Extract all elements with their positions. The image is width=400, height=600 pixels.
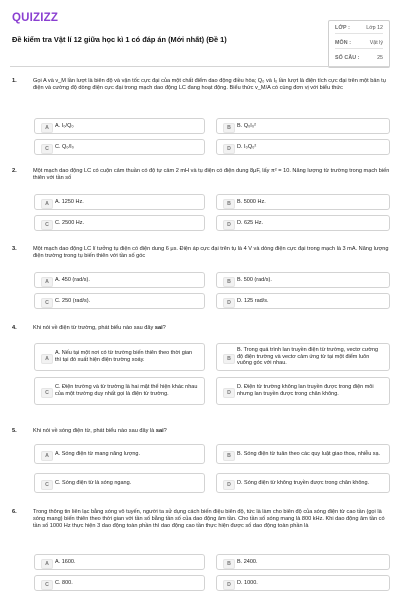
question-3 — [12, 246, 390, 318]
option-letter: B — [223, 354, 235, 364]
option-text: C. Điện trường và từ trường là hai mặt thể hiện khác nhau của một trường duy nhất gọi là điện từ trường. — [55, 384, 198, 397]
option-c[interactable] — [34, 377, 205, 405]
option-c[interactable] — [34, 139, 205, 155]
option-text: C. Q₀/I₀ — [55, 143, 74, 150]
meta-value-grade: Lớp 12 — [366, 25, 383, 31]
option-text: A. Sóng điện từ mang năng lượng. — [55, 450, 140, 457]
option-c[interactable] — [34, 293, 205, 309]
option-text: C. 800. — [55, 579, 73, 586]
meta-label-count: SỐ CÂU : — [335, 55, 360, 61]
option-letter: B — [223, 559, 235, 569]
meta-row-count — [335, 53, 383, 63]
question-number: 1. — [12, 78, 17, 84]
option-letter: A — [41, 559, 53, 569]
option-text: A. Nếu tại một nơi có từ trường biến thiên theo thời gian thì tại đó xuất hiện điện trường xoáy. — [55, 350, 193, 363]
question-text-emphasis: sai — [154, 325, 163, 331]
option-d[interactable] — [216, 215, 390, 231]
option-text: C. Sóng điện từ là sóng ngang. — [55, 479, 132, 486]
option-a[interactable] — [34, 444, 205, 464]
question-text: Một mạch dao động LC có cuộn cảm thuần có độ tự cảm 2 mH và tụ điện có điện dung 8μF, lấy π² = 10. Năng lượng từ trường trong mạch biến thiên với tần số — [33, 168, 390, 182]
option-letter: C — [41, 220, 53, 230]
question-number: 5. — [12, 428, 17, 434]
option-letter: A — [41, 199, 53, 209]
page-title: Đề kiểm tra Vật lí 12 giữa học kì 1 có đáp án (Mới nhất) (Đề 1) — [12, 35, 227, 44]
option-text: A. I₀/Q₀ — [55, 122, 74, 129]
question-text-end: ? — [162, 325, 166, 331]
question-1 — [12, 78, 390, 168]
option-letter: B — [223, 199, 235, 209]
option-letter: B — [223, 123, 235, 133]
option-text: B. 5000 Hz. — [237, 198, 266, 205]
option-letter: C — [41, 480, 53, 490]
meta-label-subject: MÔN : — [335, 40, 352, 46]
option-letter: C — [41, 388, 53, 398]
option-text: D. I₀Q₀² — [237, 143, 257, 150]
option-letter: D — [223, 480, 235, 490]
option-letter: D — [223, 580, 235, 590]
option-c[interactable] — [34, 575, 205, 591]
option-text: A. 1600. — [55, 558, 76, 565]
quizizz-logo: QUIZIZZ — [12, 12, 59, 24]
option-letter: B — [223, 277, 235, 287]
question-text: Một mạch dao động LC lí tưởng tụ điện có điện dung 6 μs. Điện áp cực đại trên tụ là 4 V và dòng điện cực đại trong mạch là 3 mA. Năng lượng điện trường trong tụ biến thiên với tần số góc — [33, 246, 389, 260]
question-text-main: Khi nói về điện từ trường, phát biểu nào sau đây — [33, 325, 155, 331]
option-letter: A — [41, 451, 53, 461]
question-2 — [12, 168, 390, 238]
option-letter: C — [41, 580, 53, 590]
option-text: D. 1000. — [237, 579, 258, 586]
header-divider — [10, 66, 390, 67]
meta-row-subject — [335, 38, 383, 49]
option-text: B. Sóng điện từ tuân theo các quy luật giao thoa, nhiễu xạ. — [237, 450, 381, 457]
option-text: C. 2500 Hz. — [55, 219, 85, 226]
option-c[interactable] — [34, 473, 205, 493]
option-a[interactable] — [34, 554, 205, 570]
meta-value-count: 25 — [377, 55, 383, 61]
option-text: B. 500 (rad/s). — [237, 276, 272, 283]
option-letter: A — [41, 354, 53, 364]
option-d[interactable] — [216, 473, 390, 493]
option-letter: C — [41, 144, 53, 154]
option-c[interactable] — [34, 215, 205, 231]
option-letter: A — [41, 277, 53, 287]
option-d[interactable] — [216, 377, 390, 405]
option-a[interactable] — [34, 272, 205, 288]
meta-label-grade: LỚP : — [335, 25, 350, 31]
option-a[interactable] — [34, 118, 205, 134]
question-text: Gọi A và v_M lần lượt là biên độ và vận tốc cực đại của một chất điểm dao động điều hòa; Q₀ và I₀ lần lượt là điện tích cực đại trên một bản tụ điện và cường độ dòng điện cực đại trong mạch dao động LC đang hoạt động. Biểu thức v_M/A có cùng đơn vị với biểu thức — [33, 78, 386, 92]
option-text: A. 1250 Hz. — [55, 198, 84, 205]
option-b[interactable] — [216, 118, 390, 134]
option-b[interactable] — [216, 272, 390, 288]
option-text: D. Sóng điện từ không truyền được trong chân không. — [237, 479, 370, 486]
question-number: 6. — [12, 509, 17, 515]
option-b[interactable] — [216, 554, 390, 570]
option-b[interactable] — [216, 444, 390, 464]
question-4 — [12, 325, 390, 423]
option-d[interactable] — [216, 293, 390, 309]
option-text: C. 250 (rad/s). — [55, 297, 91, 304]
option-d[interactable] — [216, 139, 390, 155]
question-number: 3. — [12, 246, 17, 252]
option-text: A. 450 (rad/s). — [55, 276, 90, 283]
question-5 — [12, 428, 390, 500]
option-letter: D — [223, 144, 235, 154]
option-text: B. Trong quá trình lan truyền điện từ trường, vectơ cường độ điện trường và vectơ cảm ứng từ tại một điểm luôn vuông góc với nhau. — [237, 346, 379, 367]
option-text: B. Q₀I₀² — [237, 122, 256, 129]
option-b[interactable] — [216, 194, 390, 210]
option-b[interactable] — [216, 343, 390, 371]
option-letter: D — [223, 298, 235, 308]
question-text-emphasis: sai — [155, 428, 164, 434]
question-text: Trong thông tin liên lạc bằng sóng vô tuyến, người ta sử dụng cách biến điệu biên độ, tức là làm cho biên độ của sóng điện từ cao tần (gọi là sóng mang) biến thiên theo thời gian với tần số bằng tần số của dao động âm tần. Cho tần số sóng mang là 800 kHz. Khi dao động âm tần có tần số 1000 Hz thực hiện 3 dao động toàn phần thì dao động cao tần thực hiện được số dao động toàn phần là — [33, 509, 385, 530]
option-text: D. 125 rad/s. — [237, 297, 269, 304]
option-letter: B — [223, 451, 235, 461]
question-text — [33, 325, 390, 332]
question-number: 4. — [12, 325, 17, 331]
option-letter: D — [223, 220, 235, 230]
question-text — [33, 428, 390, 435]
option-letter: A — [41, 123, 53, 133]
option-d[interactable] — [216, 575, 390, 591]
meta-row-grade — [335, 23, 383, 34]
option-a[interactable] — [34, 194, 205, 210]
question-text-end: ? — [163, 428, 167, 434]
option-letter: C — [41, 298, 53, 308]
header — [12, 10, 390, 61]
meta-value-subject: Vật lý — [369, 40, 383, 46]
option-text: D. 625 Hz. — [237, 219, 263, 226]
question-6 — [12, 509, 390, 597]
question-text-main: Khi nói về sóng điện từ, phát biểu nào sau đây là — [33, 428, 156, 434]
option-text: D. Điện từ trường không lan truyền được trong điện môi nhưng lan truyền được trong chân không. — [237, 384, 374, 397]
option-letter: D — [223, 388, 235, 398]
option-text: B. 2400. — [237, 558, 258, 565]
meta-box — [328, 20, 390, 68]
option-a[interactable] — [34, 343, 205, 371]
question-number: 2. — [12, 168, 17, 174]
